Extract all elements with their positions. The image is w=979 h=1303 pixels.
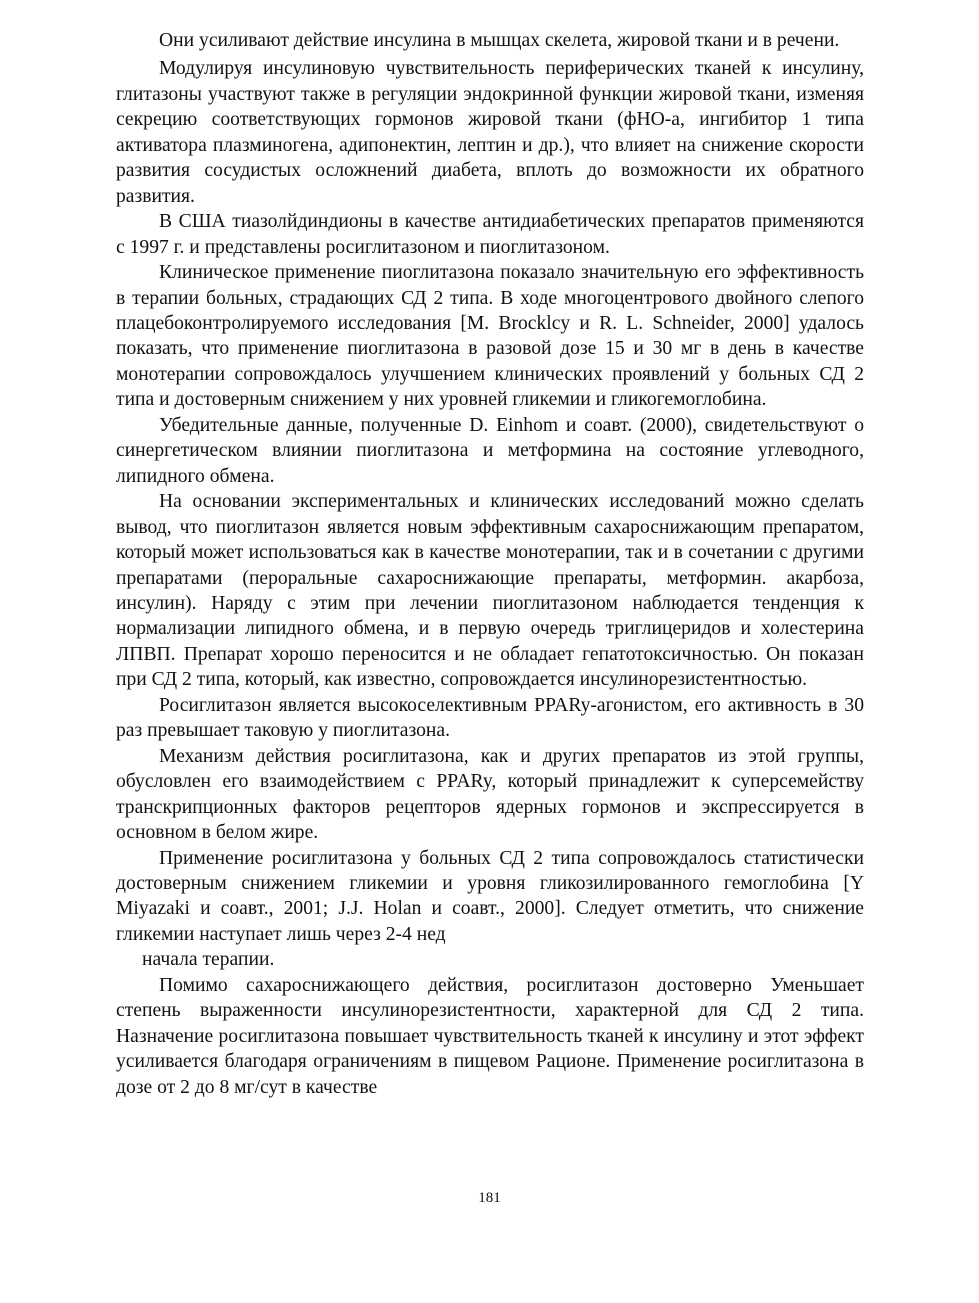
paragraph-7: Росиглитазон является высокоселективным PPARy-агонистом, его активность в 30 раз превышает таковую у пиоглитазона. — [116, 694, 864, 742]
paragraph-8: Механизм действия росиглитазона, как и других препаратов из этой группы, обусловлен его взаимодействием с PPARy, который принадлежит к суперсемейству транскрипционных факторов рецепторов ядерных гормонов и экспрессируется в основном в белом жире. — [116, 745, 864, 844]
paragraph-9-continuation: начала терапии. — [142, 949, 275, 971]
paragraph-6: На основании экспериментальных и клинических исследований можно сделать вывод, что пиоглитазон является новым эффективным сахароснижающим препаратом, который может использоваться как в качестве монотерапии, так и в сочетании с другими препаратами (пероральные сахароснижающие препараты, метформин. акарбоза, инсулин). Наряду с этим при лечении пиоглитазоном наблюдается тенденция к нормализации липидного обмена, и в первую очередь триглицеридов и холестерина ЛПВП. Препарат хорошо переносится и не обладает гепатотоксичностью. Он показан при СД 2 типа, который, как известно, сопровождается инсулинорезистентностью. — [116, 491, 864, 691]
page-number: 181 — [478, 1190, 501, 1206]
paragraph-3: В США тиазолйдиндионы в качестве антидиабетических препаратов применяются с 1997 г. и представлены росиглитазоном и пиоглитазоном. — [116, 211, 864, 258]
paragraph-9: Применение росиглитазона у больных СД 2 типа сопровождалось статистически достоверным снижением гликемии и уровня гликозилированного гемоглобина [Y Miyazaki и соавт., 2001; J.J. Holan и соавт., 2000]. Следует отметить, что снижение гликемии наступает лишь через 2-4 нед — [116, 847, 864, 945]
paragraph-1: Они усиливают действие инсулина в мышцах скелета, жировой ткани и в речени. — [159, 30, 840, 51]
paragraph-2: Модулируя инсулиновую чувствительность периферических тканей к инсулину, глитазоны участвуют также в регуляции эндокринной функции жировой ткани, изменяя секрецию соответствующих гормонов жировой ткани (фНО-а, ингибитор 1 типа активатора плазминогена, адипонектин, лептин и др.), что влияет на снижение скорости развития сосудистых осложнений диабета, вплоть до возможности их обратного развития. — [116, 58, 864, 207]
paragraph-10: Помимо сахароснижающего действия, росиглитазон достоверно Уменьшает степень выраженности инсулинорезистентности, характерной для СД 2 типа. Назначение росиглитазона повышает чувствительность тканей к инсулину и этот эффект усиливается благодаря ограничениям в пищевом Рационе. Применение росиглитазона в дозе от 2 до 8 мг/сут в качестве — [116, 974, 864, 1098]
paragraph-4: Клиническое применение пиоглитазона показало значительную его эффективность в терапии больных, страдающих СД 2 типа. В ходе многоцентрового двойного слепого плацебоконтролируемого исследования [M. Brocklcy и R. L. Schneider, 2000] удалось показать, что применение пиоглитазона в разовой дозе 15 и 30 мг в день в качестве монотерапии сопровождалось улучшением клинических проявлений у больных СД 2 типа и достоверным снижением у них уровней гликемии и гликогемоглобина. — [116, 262, 864, 411]
page-body — [116, 28, 864, 1100]
paragraph-5: Убедительные данные, полученные D. Einhom и соавт. (2000), свидетельствуют о синергетическом влиянии пиоглитазона и метформина на состояние углеводного, липидного обмена. — [116, 414, 864, 487]
